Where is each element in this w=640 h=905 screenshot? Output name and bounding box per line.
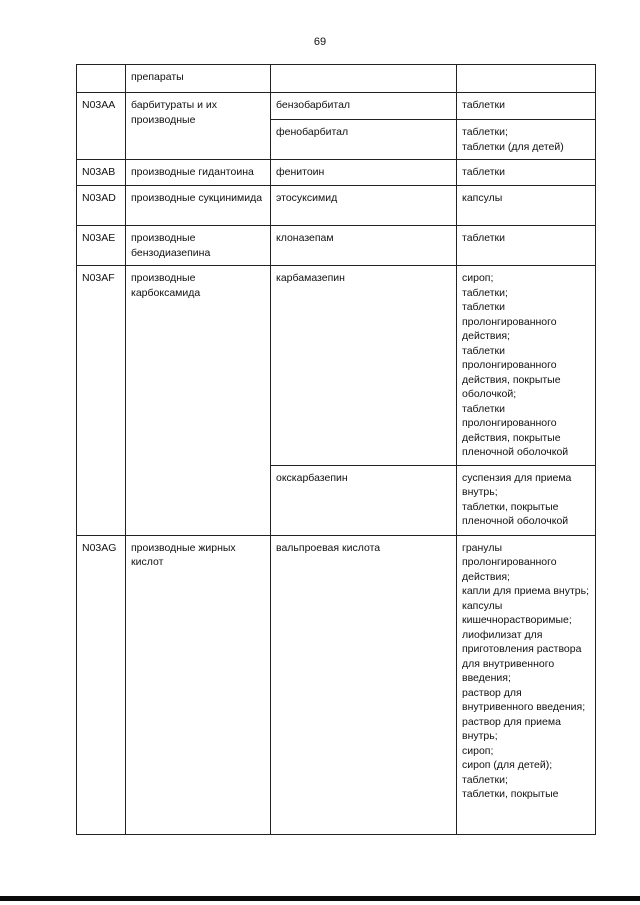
page-number: 69 (313, 36, 327, 48)
dosage-form-cell: сироп; таблетки; таблетки пролонгированного действия; таблетки пролонгированного действия, покрытые оболочкой; таблетки пролонгированного действия, покрытые пленочной оболочкой (457, 266, 596, 466)
scan-edge-bar (0, 896, 640, 901)
drug-group-cell: производные сукцинимида (126, 186, 271, 226)
drug-name-cell: фенитоин (271, 160, 457, 186)
drug-group-cell: производные карбоксамида (126, 266, 271, 536)
atc-code-cell: N03AA (77, 93, 126, 160)
atc-code-cell: N03AF (77, 266, 126, 536)
table-row (77, 186, 596, 226)
drug-group-cell: препараты (126, 65, 271, 93)
table-row (77, 266, 596, 466)
table-row (77, 535, 596, 834)
table-row (77, 65, 596, 93)
drug-name-cell: бензобарбитал (271, 93, 457, 120)
drug-name-cell: этосуксимид (271, 186, 457, 226)
drug-name-cell (271, 65, 457, 93)
drug-name-cell: клоназепам (271, 226, 457, 266)
medication-table (76, 64, 596, 835)
table-row (77, 226, 596, 266)
drug-name-cell: вальпроевая кислота (271, 535, 457, 834)
atc-code-cell: N03AD (77, 186, 126, 226)
drug-group-cell: производные гидантоина (126, 160, 271, 186)
table-row (77, 160, 596, 186)
dosage-form-cell: таблетки (457, 93, 596, 120)
atc-code-cell: N03AG (77, 535, 126, 834)
dosage-form-cell: капсулы (457, 186, 596, 226)
dosage-form-cell (457, 65, 596, 93)
table-row (77, 93, 596, 120)
drug-name-cell: карбамазепин (271, 266, 457, 466)
atc-code-cell (77, 65, 126, 93)
dosage-form-cell: таблетки; таблетки (для детей) (457, 120, 596, 160)
dosage-form-cell: гранулы пролонгированного действия; капли для приема внутрь; капсулы кишечнорастворимые; лиофилизат для приготовления раствора для внутривенного введения; раствор для внутривенного введения; раствор для приема внутрь; сироп; сироп (для детей); таблетки; таблетки, покрытые (457, 535, 596, 834)
atc-code-cell: N03AE (77, 226, 126, 266)
atc-code-cell: N03AB (77, 160, 126, 186)
drug-group-cell: производные жирных кислот (126, 535, 271, 834)
drug-name-cell: фенобарбитал (271, 120, 457, 160)
dosage-form-cell: таблетки (457, 226, 596, 266)
dosage-form-cell: суспензия для приема внутрь; таблетки, покрытые пленочной оболочкой (457, 465, 596, 535)
drug-group-cell: барбитураты и их производные (126, 93, 271, 160)
drug-name-cell: окскарбазепин (271, 465, 457, 535)
drug-group-cell: производные бензодиазепина (126, 226, 271, 266)
dosage-form-cell: таблетки (457, 160, 596, 186)
